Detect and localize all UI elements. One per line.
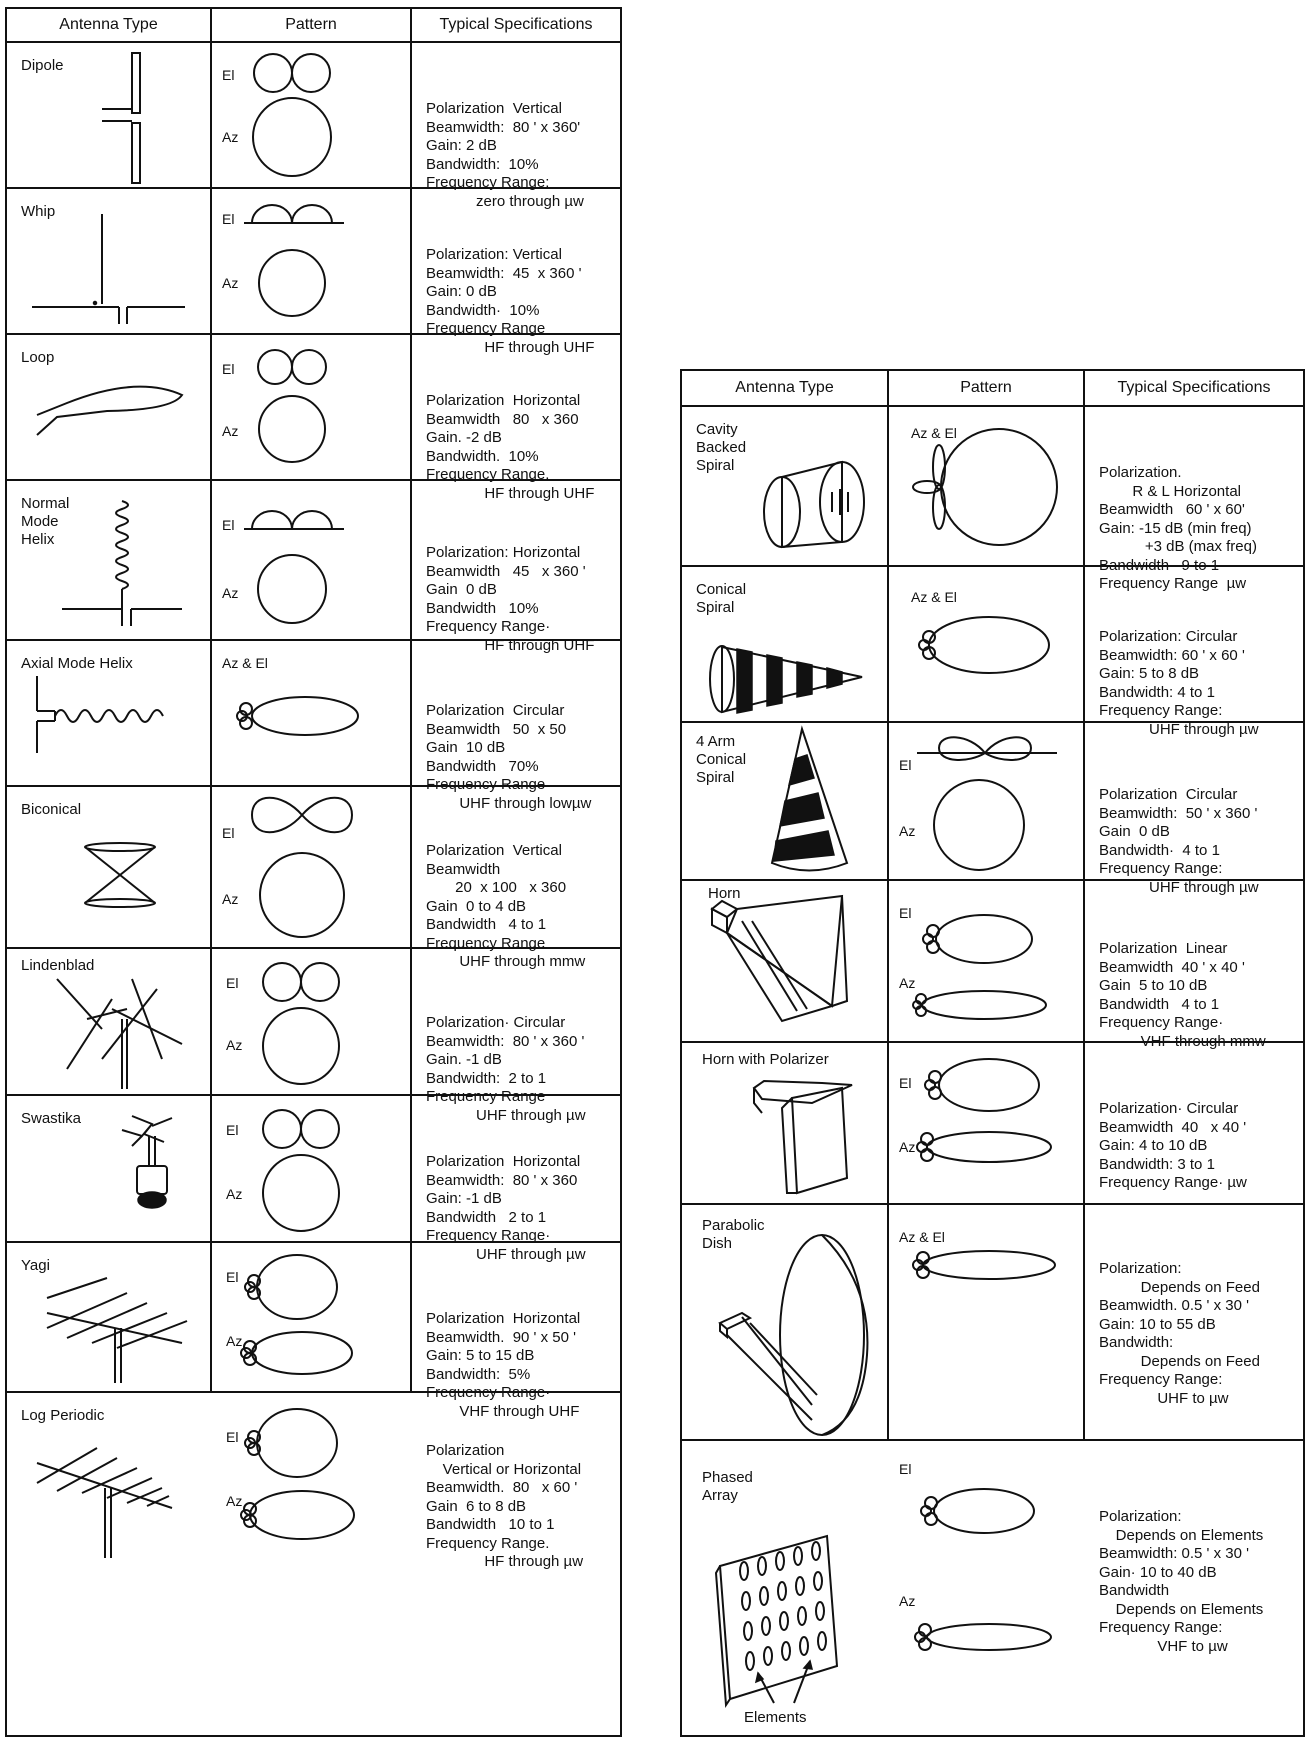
spec-block: Polarization Vertical or Horizontal Beamwidth. 80 x 60 ' Gain 6 to 8 dB Bandwidth 10 to 1 Frequency Range. HF through µw [426,1442,584,1570]
antenna-name: Normal Mode Helix [21,495,70,548]
array-element [782,1642,790,1660]
spec-block: Polarization: Depends on Elements Beamwidth: 0.5 ' x 30 ' Gain· 10 to 40 dB Bandwidth Depends on Elements Frequency Range: VHF to µw [1099,1508,1264,1655]
spec-block: Polarization· Circular Beamwidth 40 x 40 ' Gain: 4 to 10 dB Bandwidth: 3 to 1 Frequency Range· µw [1099,1100,1247,1191]
el-label: El [899,757,912,773]
el-label: El [222,517,235,533]
antenna-name: Conical Spiral [696,581,747,616]
table-header [682,371,1303,407]
antenna-name: Phased Array [702,1469,753,1504]
array-element [764,1647,772,1665]
az-label: Az [222,891,239,907]
antenna-name: Whip [21,203,56,220]
array-element [760,1587,768,1605]
table-row [7,189,620,356]
el-label: El [899,905,912,921]
left-table [5,7,622,1737]
elements-caption: Elements [744,1709,807,1726]
el-label: El [226,975,239,991]
whip-antenna-drawing [7,189,212,335]
horn-pattern-plot [889,881,1085,1043]
antenna-name: Loop [21,349,55,366]
antenna-name: Lindenblad [21,957,95,974]
antenna-name: Axial Mode Helix [21,655,133,672]
yagi-antenna-drawing [7,1243,212,1393]
lindenblad-antenna-drawing [7,949,212,1096]
antenna-name: 4 Arm Conical Spiral [696,733,747,786]
az-label: Az [226,1037,243,1053]
spec-block: Polarization. R & L Horizontal Beamwidth 60 ' x 60' Gain: -15 dB (min freq) +3 dB (max freq) Bandwidth 9 to 1 Frequency Range µw [1099,464,1257,592]
header-specifications: Typical Specifications [1117,379,1271,396]
spec-block: Polarization: Horizontal Beamwidth 45 x 360 ' Gain 0 dB Bandwidth 10% Frequency Range· HF through UHF [426,544,595,654]
antenna-name: Biconical [21,801,82,818]
biconical-antenna-drawing [7,787,212,949]
dipole-pattern-plot [212,43,412,189]
phased-array-antenna-drawing [682,1441,889,1731]
spec-block: Polarization Circular Beamwidth 50 x 50 Gain 10 dB Bandwidth 70% Frequency Range UHF through lowµw [426,702,592,812]
header-antenna-type: Antenna Type [7,9,212,41]
array-element [758,1557,766,1575]
table-row [682,407,1303,592]
antenna-name: Dipole [21,57,64,74]
az-label: Az [899,823,916,839]
array-element [740,1562,748,1580]
axial-helix-antenna-drawing [7,641,212,787]
el-label: El [899,1461,912,1477]
table-row [7,335,620,502]
array-element [818,1632,826,1650]
antenna-name: Parabolic Dish [702,1217,765,1252]
el-label: El [222,67,235,83]
helix-pattern-plot [212,481,412,641]
parabolic-dish-pattern-plot [889,1205,1085,1441]
horn-polarizer-antenna-drawing [682,1043,889,1205]
antenna-name: Log Periodic [21,1407,105,1424]
array-element [778,1582,786,1600]
header-pattern: Pattern [212,9,412,41]
table-row [682,881,1303,1050]
az-label: Az [899,975,916,991]
spec-block: Polarization· Circular Beamwidth: 80 ' x 360 ' Gain. -1 dB Bandwidth: 2 to 1 Frequency Range UHF through µw [426,1014,586,1124]
az-el-label: Az & El [911,425,957,441]
az-el-label: Az & El [222,655,268,671]
table-header [7,9,620,43]
el-label: El [226,1429,239,1445]
antenna-name: Horn with Polarizer [702,1051,829,1068]
az-label: Az [899,1139,916,1155]
array-element [744,1622,752,1640]
swastika-pattern-plot [212,1096,412,1243]
az-label: Az [899,1593,916,1609]
spec-block: Polarization Circular Beamwidth: 50 ' x 360 ' Gain 0 dB Bandwidth· 4 to 1 Frequency Range: UHF through µw [1099,786,1259,896]
loop-pattern-plot [212,335,412,481]
helix-antenna-drawing [7,481,212,641]
array-element [798,1607,806,1625]
table-row [7,481,620,654]
horn-polarizer-pattern-plot [889,1043,1085,1205]
conical-spiral-antenna-drawing [682,567,889,723]
spec-block: Polarization: Circular Beamwidth: 60 ' x 60 ' Gain: 5 to 8 dB Bandwidth: 4 to 1 Frequency Range: UHF through µw [1099,628,1259,738]
phased-array-pattern-plot [889,1441,1085,1731]
whip-pattern-plot [212,189,412,335]
four-arm-spiral-pattern-plot [889,723,1085,881]
antenna-name: Horn [708,885,741,902]
swastika-antenna-drawing [7,1096,212,1243]
loop-antenna-drawing [7,335,212,481]
array-element [746,1652,754,1670]
spec-block: Polarization Vertical Beamwidth: 80 ' x 360' Gain: 2 dB Bandwidth: 10% Frequency Range: zero through µw [426,100,584,210]
spec-block: Polarization: Depends on Feed Beamwidth. 0.5 ' x 30 ' Gain: 10 to 55 dB Bandwidth: Depends on Feed Frequency Range: UHF to µw [1099,1260,1260,1407]
table-row [682,1043,1303,1205]
array-element [780,1612,788,1630]
parabolic-dish-antenna-drawing [682,1205,889,1441]
array-element [776,1552,784,1570]
el-label: El [899,1075,912,1091]
antenna-name: Cavity Backed Spiral [696,421,747,474]
spec-block: Polarization Linear Beamwidth 40 ' x 40 ' Gain 5 to 10 dB Bandwidth 4 to 1 Frequency Range· VHF through mmw [1099,940,1266,1050]
log-periodic-pattern-plot [212,1393,412,1569]
conical-spiral-pattern-plot [889,567,1085,723]
antenna-name: Yagi [21,1257,50,1274]
cavity-spiral-antenna-drawing [682,407,889,567]
el-label: El [222,825,235,841]
az-label: Az [222,275,239,291]
az-el-label: Az & El [911,589,957,605]
array-element [742,1592,750,1610]
array-element [812,1542,820,1560]
spec-block: Polarization Horizontal Beamwidth. 90 ' x 50 ' Gain: 5 to 15 dB Bandwidth: 5% Frequency Range· VHF through UHF [426,1310,581,1420]
array-element [796,1577,804,1595]
right-table [680,369,1305,1737]
az-label: Az [222,129,239,145]
spec-block: Polarization Horizontal Beamwidth: 80 ' x 360 Gain: -1 dB Bandwidth 2 to 1 Frequency Range· UHF through µw [426,1153,586,1263]
spec-block: Polarization: Vertical Beamwidth: 45 x 360 ' Gain: 0 dB Bandwidth· 10% Frequency Range HF through UHF [426,246,595,356]
table-row [7,1096,620,1263]
spec-block: Polarization Vertical Beamwidth 20 x 100 x 360 Gain 0 to 4 dB Bandwidth 4 to 1 Frequency Range UHF through mmw [426,842,586,970]
array-element [794,1547,802,1565]
axial-helix-pattern-plot [212,641,412,787]
el-label: El [222,211,235,227]
table-row [682,567,1303,738]
horn-antenna-drawing [682,881,889,1043]
az-label: Az [222,585,239,601]
lindenblad-pattern-plot [212,949,412,1096]
array-element [816,1602,824,1620]
table-row [7,43,620,210]
az-label: Az [226,1333,243,1349]
array-element [800,1637,808,1655]
biconical-pattern-plot [212,787,412,949]
az-label: Az [222,423,239,439]
cavity-spiral-pattern-plot [889,407,1085,567]
az-el-label: Az & El [899,1229,945,1245]
array-element [762,1617,770,1635]
array-element [814,1572,822,1590]
az-label: Az [226,1186,243,1202]
spec-block: Polarization Horizontal Beamwidth 80 x 360 Gain. -2 dB Bandwidth. 10% Frequency Range. HF through UHF [426,392,595,502]
header-antenna-type: Antenna Type [682,371,889,405]
table-row [682,1205,1303,1441]
el-label: El [226,1269,239,1285]
yagi-pattern-plot [212,1243,412,1393]
az-label: Az [226,1493,243,1509]
el-label: El [226,1122,239,1138]
four-arm-spiral-antenna-drawing [682,723,889,881]
log-periodic-antenna-drawing [7,1393,212,1569]
header-specifications: Typical Specifications [439,16,593,33]
header-pattern: Pattern [889,371,1085,405]
dipole-antenna-drawing [7,43,212,189]
antenna-name: Swastika [21,1110,82,1127]
el-label: El [222,361,235,377]
